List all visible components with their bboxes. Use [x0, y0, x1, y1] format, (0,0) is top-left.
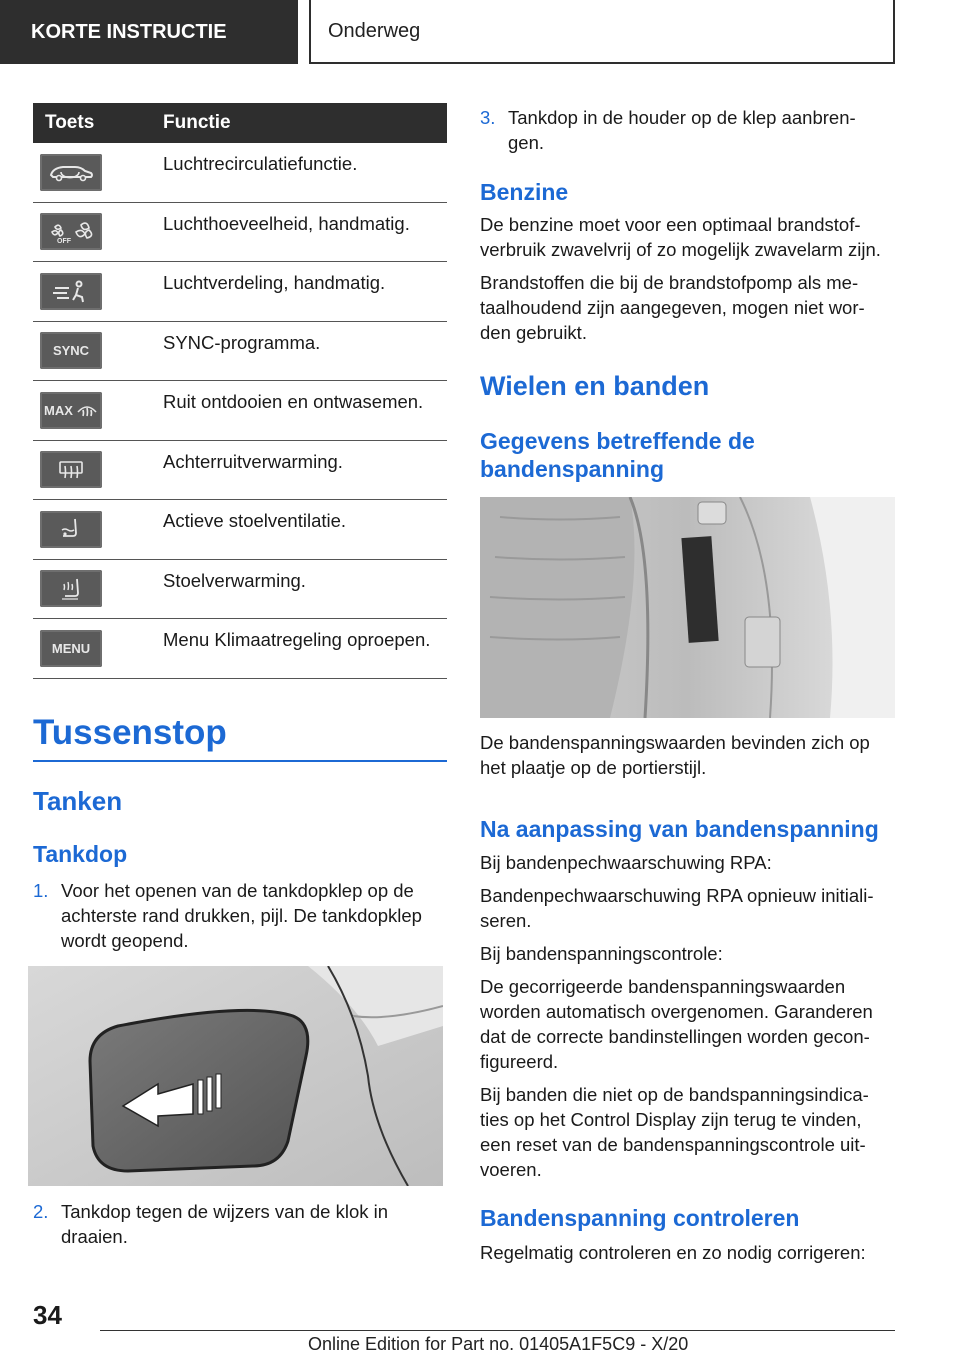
step-2 — [33, 1199, 447, 1251]
section-heading: Tussenstop — [33, 713, 227, 752]
step-text-line: Voor het openen van de tankdopklep op de — [61, 880, 414, 901]
table-row — [33, 143, 447, 203]
function-text: Luchtverdeling, handmatig. — [163, 272, 386, 293]
text-line: ties op het Control Display zijn terug te vinden, — [480, 1109, 862, 1130]
text-line: verbruik zwavelvrij of zo mogelijk zwavelarm zijn. — [480, 239, 881, 260]
heading-check-pressure: Bandenspanning controleren — [480, 1205, 800, 1231]
table-row — [33, 381, 447, 441]
text-line: Bandenpechwaarschuwing RPA opnieuw initiali‐ — [480, 885, 874, 906]
heading-line: bandenspanning — [480, 456, 664, 482]
step-text-line: Tankdop in de houder op de klep aanbren‐ — [508, 107, 856, 128]
text-line: Bij bandenspanningscontrole: — [480, 943, 723, 964]
heading-benzine: Benzine — [480, 179, 569, 205]
function-text: Actieve stoelventilatie. — [163, 510, 347, 531]
chapter-title: Onderweg — [309, 0, 895, 64]
function-text: Ruit ontdooien en ontwasemen. — [163, 391, 424, 412]
step-number: 3. — [480, 107, 496, 128]
col-function-header: Functie — [163, 112, 231, 133]
step-text-line: gen. — [508, 132, 545, 153]
sync-key: SYNC — [40, 332, 102, 369]
seat-ventilation-icon — [40, 511, 102, 548]
table-row — [33, 619, 447, 679]
step-text-line: wordt geopend. — [61, 930, 189, 951]
benzine-paragraph-1 — [480, 212, 895, 262]
function-text: Achterruitverwarming. — [163, 450, 343, 472]
text-line: dat de correcte bandinstellingen worden gecon‐ — [480, 1026, 870, 1047]
check-pressure-text: Regelmatig controleren en zo nodig corrigeren: — [480, 1242, 866, 1263]
text-line: taalhoudend zijn aangegeven, mogen niet wor‐ — [480, 297, 865, 318]
menu-key: MENU — [40, 630, 102, 667]
defrost-icon — [76, 400, 98, 420]
benzine-paragraph-2 — [480, 270, 895, 345]
text-line: Brandstoffen die bij de brandstofpomp als me‐ — [480, 272, 859, 293]
footer-rule — [100, 1330, 895, 1331]
svg-text:OFF: OFF — [57, 237, 71, 245]
door-pillar-photo — [480, 497, 895, 718]
text-line: worden automatisch overgenomen. Garanderen — [480, 1001, 873, 1022]
heading-tire-pressure — [480, 427, 755, 483]
table-row — [33, 500, 447, 560]
subheading-tanken: Tanken — [33, 786, 123, 816]
after-adjust-paragraphs — [480, 850, 895, 1182]
heading-rule — [33, 760, 447, 762]
heading-line: Gegevens betreffende de — [480, 428, 755, 454]
air-recirculation-icon — [40, 154, 102, 191]
step-text-line: draaien. — [61, 1226, 128, 1247]
text-line: Bij bandenpechwaarschuwing RPA: — [480, 852, 772, 873]
text-line: De benzine moet voor een optimaal brandstof‐ — [480, 214, 861, 235]
function-text: Stoelverwarming. — [163, 569, 306, 591]
heading-wheels: Wielen en banden — [480, 371, 710, 401]
function-table — [33, 103, 447, 679]
text-line: den gebruikt. — [480, 322, 587, 343]
step-text-line: Tankdop tegen de wijzers van de klok in — [61, 1201, 389, 1222]
table-row — [33, 262, 447, 322]
tire-pressure-paragraph — [480, 730, 895, 780]
step-1 — [33, 878, 447, 954]
text-line: het plaatje op de portierstijl. — [480, 757, 707, 778]
edition-note: Online Edition for Part no. 01405A1F5C9 - X/20 — [308, 1334, 689, 1354]
step-3 — [480, 105, 894, 157]
max-label: MAX — [44, 402, 73, 418]
text-line: een reset van de bandenspanningscontrole uit‐ — [480, 1134, 866, 1155]
page-number: 34 — [33, 1300, 62, 1330]
subheading-tankdop: Tankdop — [33, 841, 128, 867]
table-row — [33, 441, 447, 501]
step-text-line: achterste rand drukken, pijl. De tankdopklep — [61, 905, 422, 926]
text-line: seren. — [480, 910, 532, 931]
table-header — [33, 103, 447, 143]
fan-speed-icon — [40, 213, 102, 250]
function-text: Luchthoeveelheid, handmatig. — [163, 212, 410, 234]
max-defrost-key — [40, 392, 102, 429]
section-tab: KORTE INSTRUCTIE — [0, 0, 298, 64]
step-number: 2. — [33, 1201, 49, 1222]
step-number: 1. — [33, 880, 49, 901]
rear-window-heating-icon — [40, 451, 102, 488]
air-distribution-icon — [40, 273, 102, 310]
heading-after-adjust: Na aanpassing van bandenspanning — [480, 816, 879, 842]
text-line: voeren. — [480, 1159, 542, 1180]
table-row — [33, 203, 447, 263]
table-row — [33, 322, 447, 382]
text-line: Bij banden die niet op de bandspanningsindica‐ — [480, 1084, 869, 1105]
function-text: Menu Klimaatregeling oproepen. — [163, 629, 431, 650]
fuel-flap-photo — [28, 966, 443, 1186]
text-line: De gecorrigeerde bandenspanningswaarden — [480, 976, 846, 997]
function-text: SYNC-programma. — [163, 331, 321, 353]
seat-heating-icon — [40, 570, 102, 607]
col-key-header: Toets — [45, 112, 95, 133]
text-line: figureerd. — [480, 1051, 559, 1072]
table-row — [33, 560, 447, 620]
function-text: Luchtrecirculatiefunctie. — [163, 153, 358, 174]
text-line: De bandenspanningswaarden bevinden zich op — [480, 732, 870, 753]
